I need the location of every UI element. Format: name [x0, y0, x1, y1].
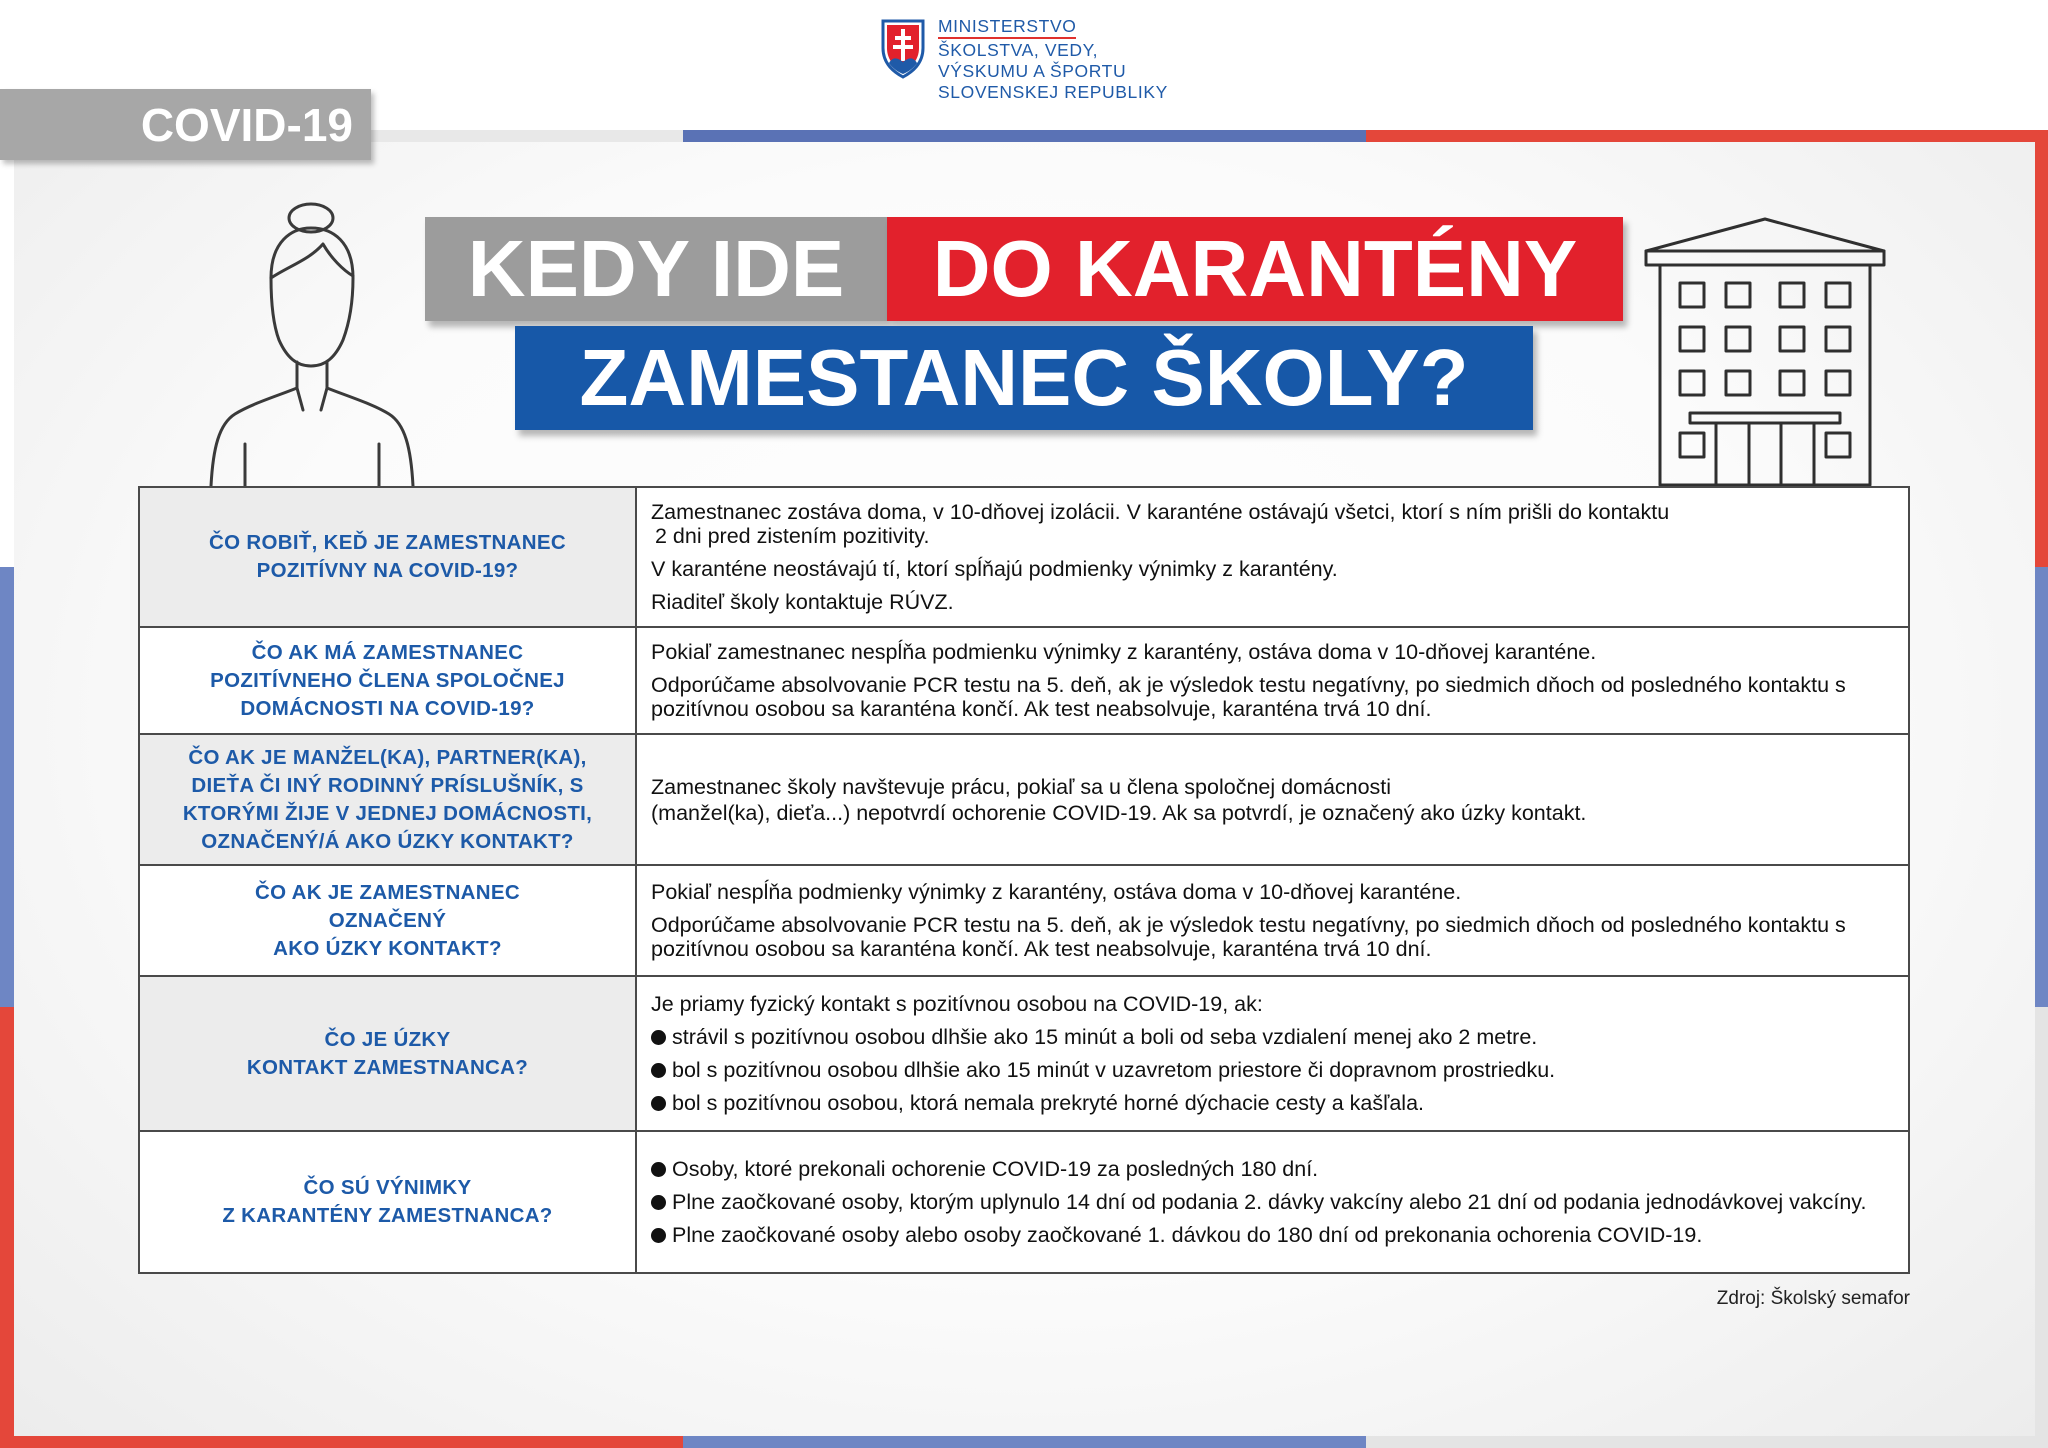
answer-line: Riaditeľ školy kontaktuje RÚVZ.: [651, 590, 954, 614]
question-line: ČO AK MÁ ZAMESTNANEC: [251, 640, 524, 664]
question-line: POZITÍVNY NA COVID-19?: [256, 559, 519, 582]
answer-line: (manžel(ka), dieťa...) nepotvrdí ochorenie COVID-19. Ak sa potvrdí, je označený ako úzky kontakt.: [651, 800, 1587, 825]
question-line: AKO ÚZKY KONTAKT?: [273, 936, 502, 960]
title-part-1: KEDY IDE: [425, 217, 887, 321]
frame-bar-gray-right: [2035, 1007, 2048, 1448]
answer-cell: [636, 1131, 1909, 1273]
answer-line: Zamestnanec zostáva doma, v 10-dňovej izolácii. V karanténe ostávajú všetci, ktorí s ním prišli do kontaktu: [651, 500, 1670, 524]
question-line: POZITÍVNEHO ČLENA SPOLOČNEJ: [210, 668, 565, 692]
ministry-logo: [880, 14, 1200, 114]
bullet-icon: [651, 1195, 666, 1210]
list-item: [651, 1157, 1892, 1181]
answer-intro: Je priamy fyzický kontakt s pozitívnou osobou na COVID-19, ak:: [651, 992, 1263, 1016]
frame-bar-blue-left: [0, 567, 14, 1007]
table-row: [139, 976, 1909, 1131]
answer-cell: [636, 627, 1909, 734]
ministry-line-1: MINISTERSTVO: [938, 16, 1076, 39]
answer-cell: [636, 734, 1909, 865]
faq-table: [138, 486, 1910, 1274]
answer-cell: [636, 976, 1909, 1131]
frame-bar-blue-bottom: [683, 1436, 1366, 1448]
answer-line: Pokiaľ zamestnanec nespĺňa podmienku výnimky z karantény, ostáva doma v 10-dňovej karanténe.: [651, 640, 1597, 664]
question-line: ČO ROBIŤ, KEĎ JE ZAMESTNANEC: [209, 531, 566, 554]
ministry-line-3: VÝSKUMU A ŠPORTU: [938, 61, 1127, 81]
table-row: [139, 734, 1909, 865]
question-cell: [139, 734, 636, 865]
question-line: ČO SÚ VÝNIMKY: [303, 1176, 472, 1199]
question-line: KONTAKT ZAMESTNANCA?: [246, 1055, 529, 1079]
list-item: [651, 1025, 1892, 1049]
question-cell: [139, 627, 636, 734]
frame-bar-gray-top: [371, 130, 683, 142]
answer-line: Odporúčame absolvovanie PCR testu na 5. deň, ak je výsledok testu negatívny, po siedmich dňoch od posledného kontaktu s pozitívnou osobou sa karanténa končí. Ak test neabsolvuje, karanténa trvá 10 dní.: [651, 913, 1846, 961]
list-item: [651, 1058, 1892, 1082]
question-cell: [139, 865, 636, 976]
bullet-icon: [651, 1096, 666, 1111]
bullet-icon: [651, 1228, 666, 1243]
ministry-line-2: ŠKOLSTVA, VEDY,: [938, 40, 1099, 60]
list-item-text: strávil s pozitívnou osobou dlhšie ako 15 minút a boli od seba vzdialení menej ako 2 metre.: [672, 1025, 1538, 1049]
woman-icon: [205, 200, 460, 490]
table-row: [139, 865, 1909, 976]
title-part-3: ZAMESTANEC ŠKOLY?: [515, 326, 1533, 430]
frame-bar-gray-bottom: [1366, 1436, 2035, 1448]
question-line: DOMÁCNOSTI NA COVID-19?: [240, 696, 535, 720]
answer-line: V karanténe neostávajú tí, ktorí spĺňajú podmienky výnimky z karantény.: [651, 557, 1338, 581]
answer-cell: [636, 865, 1909, 976]
frame-bar-red-right: [2035, 130, 2048, 567]
frame-bar-red-bottom: [0, 1436, 683, 1448]
frame-bar-blue-top: [683, 130, 1366, 142]
table-row: [139, 1131, 1909, 1273]
frame-bar-red-left: [0, 1007, 14, 1448]
list-item-text: bol s pozitívnou osobou dlhšie ako 15 minút v uzavretom priestore či dopravnom prostriedku.: [672, 1058, 1556, 1082]
school-building-icon: [1640, 215, 1890, 490]
list-item: [651, 1223, 1892, 1247]
answer-line: Odporúčame absolvovanie PCR testu na 5. deň, ak je výsledok testu negatívny, po siedmich dňoch od posledného kontaktu s pozitívnou osobou sa karanténa končí. Ak test neabsolvuje, karanténa trvá 10 dní.: [651, 673, 1846, 721]
slovak-coat-of-arms-icon: [880, 18, 926, 80]
answer-line: Zamestnanec školy navštevuje prácu, pokiaľ sa u člena spoločnej domácnosti: [651, 774, 1392, 799]
ministry-line-4: SLOVENSKEJ REPUBLIKY: [938, 82, 1168, 102]
answer-line: 2 dni pred zistením pozitivity.: [655, 524, 930, 548]
answer-cell: [636, 487, 1909, 627]
title-part-2: DO KARANTÉNY: [887, 217, 1623, 321]
question-line: ČO AK JE ZAMESTNANEC: [255, 880, 520, 904]
frame-bar-blue-right: [2035, 567, 2048, 1007]
bullet-icon: [651, 1030, 666, 1045]
frame-bar-red-top: [1366, 130, 2048, 142]
list-item-text: Osoby, ktoré prekonali ochorenie COVID-19 za posledných 180 dní.: [672, 1157, 1319, 1181]
question-cell: [139, 1131, 636, 1273]
question-line: DIEŤA ČI INÝ RODINNÝ PRÍSLUŠNÍK, S: [191, 773, 584, 797]
table-row: [139, 627, 1909, 734]
list-item: [651, 1091, 1892, 1115]
list-item-text: Plne zaočkované osoby, ktorým uplynulo 14 dní od podania 2. dávky vakcíny alebo 21 dní od podania jednodávkovej vakcíny.: [672, 1190, 1867, 1214]
bullet-icon: [651, 1063, 666, 1078]
question-line: ČO AK JE MANŽEL(KA), PARTNER(KA),: [188, 745, 587, 769]
list-item: [651, 1190, 1892, 1214]
question-line: KTORÝMI ŽIJE V JEDNEJ DOMÁCNOSTI,: [182, 801, 593, 825]
question-cell: [139, 487, 636, 627]
question-line: OZNAČENÝ: [328, 908, 447, 932]
list-item-text: Plne zaočkované osoby alebo osoby zaočkované 1. dávkou do 180 dní od prekonania ochorenia COVID-19.: [672, 1223, 1703, 1247]
question-line: Z KARANTÉNY ZAMESTNANCA?: [222, 1204, 553, 1227]
table-row: [139, 487, 1909, 627]
bullet-icon: [651, 1162, 666, 1177]
list-item-text: bol s pozitívnou osobou, ktorá nemala prekryté horné dýchacie cesty a kašľala.: [672, 1091, 1425, 1115]
source-note: Zdroj: Školský semafor: [1716, 1288, 1910, 1309]
question-line: OZNAČENÝ/Á AKO ÚZKY KONTAKT?: [201, 829, 574, 853]
covid-tag: COVID-19: [0, 89, 371, 160]
question-line: ČO JE ÚZKY: [324, 1027, 451, 1051]
answer-line: Pokiaľ nespĺňa podmienky výnimky z karantény, ostáva doma v 10-dňovej karanténe.: [651, 880, 1462, 904]
question-cell: [139, 976, 636, 1131]
ministry-name: [938, 16, 1168, 103]
